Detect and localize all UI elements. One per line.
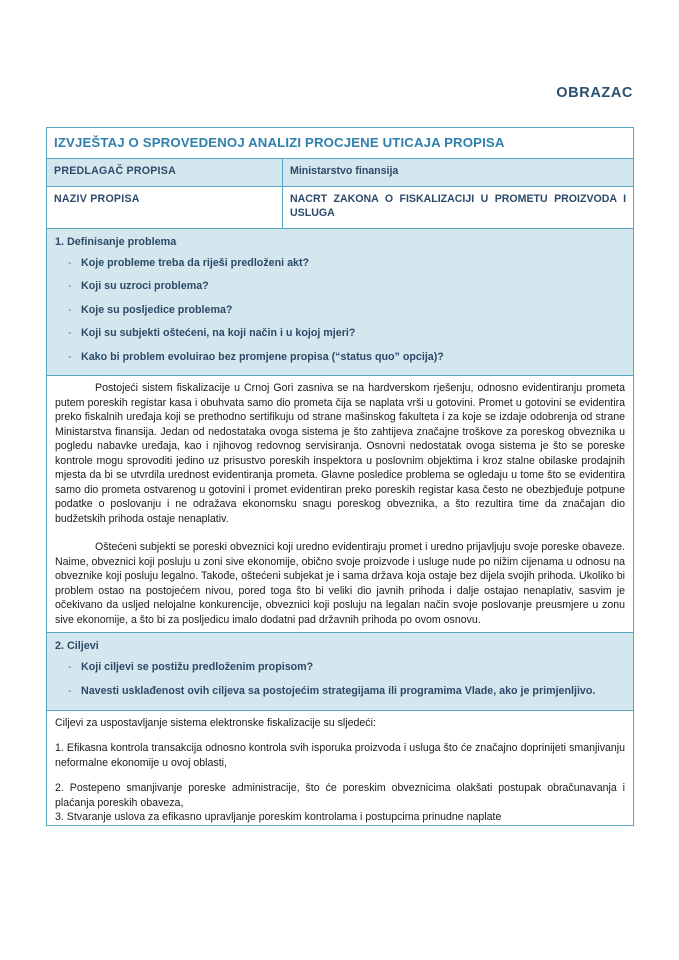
proposer-value: Ministarstvo finansija — [283, 159, 634, 187]
section2-title: 2. Ciljevi — [55, 640, 99, 653]
section1-header-cell — [47, 228, 634, 376]
table-row-regulation-name — [47, 186, 634, 228]
ria-report-table — [46, 127, 634, 826]
list-item — [55, 303, 625, 319]
table-row-section2-header — [47, 633, 634, 710]
list-item — [55, 660, 625, 676]
proposer-label: PREDLAGAČ PROPISA — [47, 159, 283, 187]
regulation-name-label: NAZIV PROPISA — [47, 186, 283, 228]
dash-bullet-icon: - — [68, 661, 72, 674]
list-item — [55, 350, 625, 366]
list-item-label: Koji su subjekti oštećeni, na koji način i u kojoj mjeri? — [81, 327, 356, 340]
section2-body-cell — [47, 710, 634, 825]
goal-item: 3. Stvaranje uslova za efikasno upravljanje poreskim kontrolama i postupcima prinudne naplate — [55, 811, 502, 824]
section1-body-cell — [47, 376, 634, 633]
paragraph: Oštećeni subjekti se poreski obveznici koji uredno evidentiraju promet i uredno prijavljuju svoje poreske obaveze. Naime, obveznici koji posluju u zoni sive ekonomije, obično svoje proizvode i usluge nude po nižim cijenama u odnosu na obveznike koji posluju legalno. Takođe, oštećeni subjekat je i sama država koja ostaje bez dijela svojih prihoda. Ukoliko bi problem ostao na postojećem nivou, pored toga što bi veliki dio javnih prihoda i dalje ostajao nenaplativ, sasvim je očekivano da usljed nelojalne konkurencije, obveznici koji posluju na legalan način svoje poslovanje preusmjere u zonu sive ekonomije, a što bi za posljedicu imalo dodatni pad državnih prihoda po ovom osnovu. — [55, 541, 626, 626]
dash-bullet-icon: - — [68, 280, 72, 293]
report-title: IZVJEŠTAJ O SPROVEDENOJ ANALIZI PROCJENE UTICAJA PROPISA — [47, 128, 634, 159]
section1-question-list — [55, 256, 625, 366]
list-item-label: Kako bi problem evoluirao bez promjene propisa (“status quo” opcija)? — [81, 350, 444, 363]
paragraph: Postojeći sistem fiskalizacije u Crnoj Gori zasniva se na hardverskom rješenju, odnosno evidentiranju prometa putem poreskih registar kasa i obuhvata samo dio prometa čija se naplata vrši u gotovini. Promet u gotovini se evidentira preko fiskalnih uređaja koji se prethodno sertifikuju od strane mašinskog fakulteta i za koje se izdaje odobrenja od strane Ministarstva finansija. Jedan od nedostataka ovoga sistema je što zahtijeva značajne troškove za poreskog obveznika u pogledu nabavke uređaja, kao i njihovog redovnog servisiranja. Osnovni nedostatak ovoga sistema je što se poreske kontrole mogu sprovoditi jedino uz prisustvo poreskih inspektora u poslovnim objektima i kroz stalne obilaske prodajnih mjesta da bi se utvrdila urednost evidentiranja prometa. Glavne posledice problema se ogledaju u tome što se evidentira samo dio prometa ostvarenog u gotovini i promet evidentiran preko poreskih registar kasa često ne obezbjeđuje potpune podatke o poslovanju i ne odražava ekonomsku snagu poreskog obveznika, a što rezultira time da značajan dio budžetskih prihoda ostaje nenaplativ. — [55, 382, 626, 525]
table-row-title — [47, 128, 634, 159]
table-row-section1-header — [47, 228, 634, 376]
table-row-proposer — [47, 159, 634, 187]
dash-bullet-icon: - — [68, 327, 72, 340]
list-item-label: Koje su posljedice problema? — [81, 303, 233, 316]
form-label-row — [46, 0, 633, 102]
list-item — [55, 256, 625, 272]
list-item — [55, 326, 625, 342]
dash-bullet-icon: - — [68, 303, 72, 316]
list-item-label: Koji su uzroci problema? — [81, 280, 209, 293]
table-row-section2-body — [47, 710, 634, 825]
regulation-name-value: NACRT ZAKONA O FISKALIZACIJI U PROMETU PROIZVODA I USLUGA — [283, 186, 634, 228]
dash-bullet-icon: - — [68, 256, 72, 269]
list-item-label: Koji ciljevi se postižu predloženim propisom? — [81, 661, 314, 674]
section2-question-list — [55, 660, 625, 699]
list-item-label: Navesti usklađenost ovih ciljeva sa postojećim strategijama ili programima Vlade, ako je primjenljivo. — [81, 685, 596, 697]
list-item-label: Koje probleme treba da riješi predloženi akt? — [81, 256, 310, 269]
list-item — [55, 279, 625, 295]
table-row-section1-body — [47, 376, 634, 633]
goal-item: 1. Efikasna kontrola transakcija odnosno kontrola svih isporuka proizvoda i usluga što će značajno doprinijeti smanjivanju neformalne ekonomije u ovoj oblasti, — [55, 742, 626, 769]
dash-bullet-icon: - — [68, 685, 72, 697]
goal-item: 2. Postepeno smanjivanje poreske administracije, što će poreskim obveznicima olakšati postupak obračunavanja i plaćanja poreskih obaveza, — [55, 782, 626, 809]
dash-bullet-icon: - — [68, 350, 72, 363]
form-label: OBRAZAC — [556, 85, 633, 101]
goal-item-truncated — [55, 810, 625, 825]
list-item — [55, 684, 625, 700]
section1-title: 1. Definisanje problema — [55, 235, 177, 248]
goals-intro: Ciljevi za uspostavljanje sistema elektronske fiskalizacije su sljedeći: — [55, 716, 376, 729]
section2-header-cell — [47, 633, 634, 710]
